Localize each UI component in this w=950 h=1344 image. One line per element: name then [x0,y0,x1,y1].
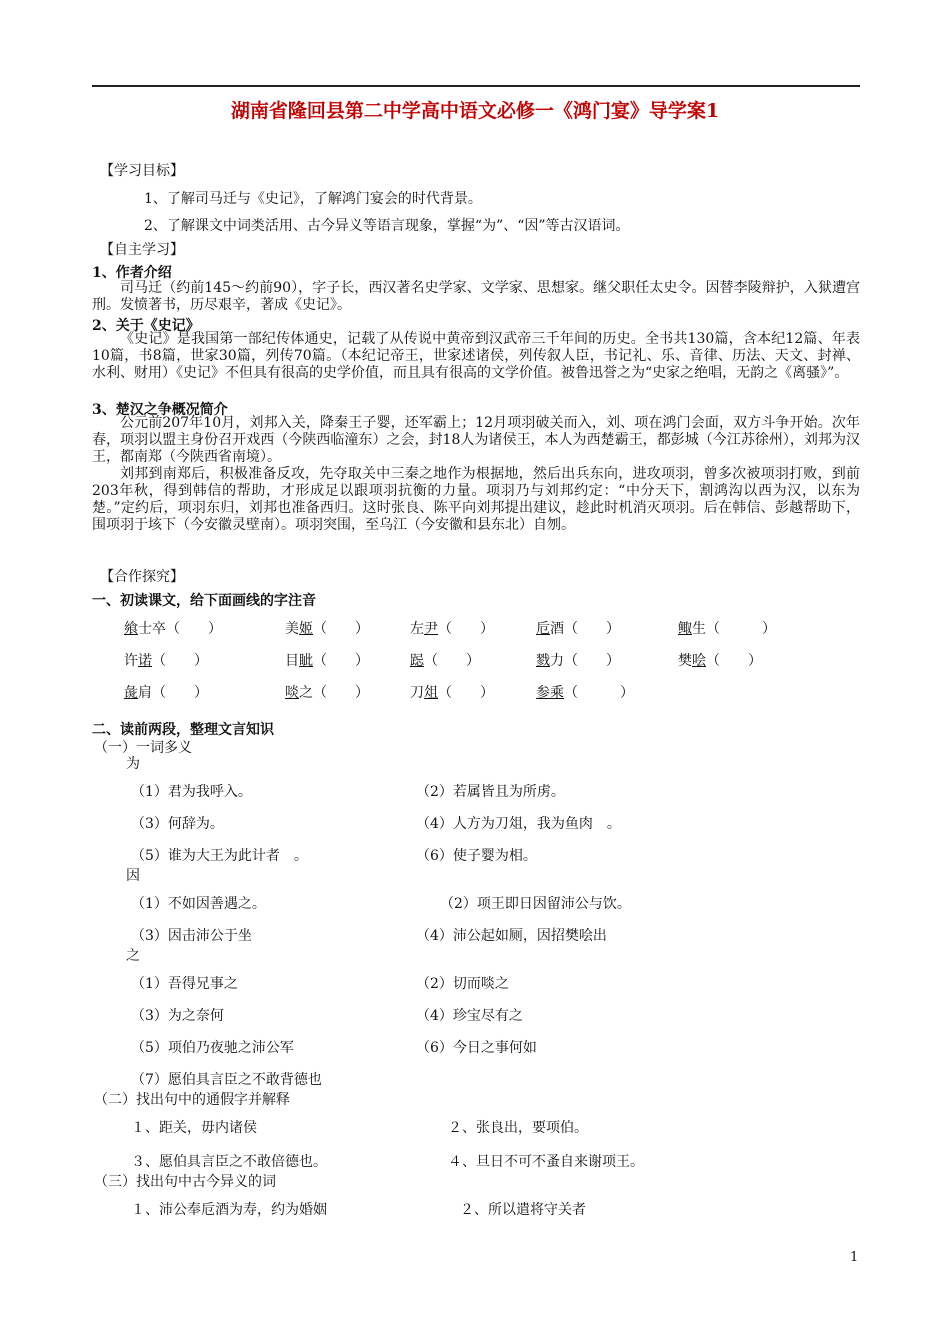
tongjia-item: ２、张良出，要项伯。 [448,1120,588,1136]
subsection-heading: （二）找出句中的通假字并解释 [94,1092,290,1108]
zhi-item: （3）为之奈何 [131,1008,224,1024]
pinyin-item: 许诺（ ） [124,653,208,669]
wei-item: （1）君为我呼入。 [131,784,252,800]
pinyin-item: 左尹（ ） [410,621,494,637]
yin-item: （1）不如因善遇之。 [131,896,266,912]
page-title: 湖南省隆回县第二中学高中语文必修一《鸿门宴》导学案1 [230,100,720,122]
subsection-heading: （三）找出句中古今异义的词 [94,1174,276,1190]
wei-item: （3）何辞为。 [131,816,224,832]
tongjia-item: ３、愿伯具言臣之不敢倍德也。 [131,1154,327,1170]
objective-item: 2、了解课文中词类活用、古今异义等语言现象，掌握“为”、“因”等古汉语词。 [144,218,630,234]
pinyin-item: 飨士卒（ ） [124,621,222,637]
word-label-wei: 为 [126,756,140,772]
section-3-heading: 3、楚汉之争概况简介 [92,402,228,418]
pinyin-item: 鲰生（ ） [678,621,776,637]
word-label-yin: 因 [126,868,140,884]
header-rule [92,85,860,87]
part2-heading: 二、读前两段，整理文言知识 [92,722,274,738]
pinyin-item: 卮酒（ ） [536,621,620,637]
section-2-heading: 2、关于《史记》 [92,318,200,334]
objective-item: 1、了解司马迁与《史记》，了解鸿门宴会的时代背景。 [144,191,482,207]
pinyin-item: 目眦（ ） [285,653,369,669]
pinyin-item: 彘肩（ ） [124,685,208,701]
zhi-item: （4）珍宝尽有之 [416,1008,523,1024]
pinyin-item: 啖之（ ） [285,685,369,701]
author-intro: 司马迁（约前145～约前90），字子长，西汉著名史学家、文学家、思想家。继父职任太史令。因替李陵辩护，入狱遭宫刑。发愤著书，历尽艰辛，著成《史记》。 [92,280,860,313]
wei-item: （4）人方为刀俎，我为鱼肉 。 [416,816,621,832]
wei-item: （5）谁为大王为此计者 。 [131,848,308,864]
yin-item: （2）项王即日因留沛公与饮。 [440,896,631,912]
objectives-heading: 【学习目标】 [100,163,184,179]
pinyin-item: 樊哙（ ） [678,653,762,669]
tongjia-item: ４、旦日不可不蚤自来谢项王。 [448,1154,644,1170]
self-study-heading: 【自主学习】 [100,242,184,258]
pinyin-item: 参乘（ ） [536,685,634,701]
pinyin-item: 跽（ ） [410,653,480,669]
yin-item: （3）因击沛公于坐 [131,928,252,944]
subsection-heading: （一）一词多义 [94,740,192,756]
cooperate-heading: 【合作探究】 [100,569,184,585]
shiji-intro: 《史记》是我国第一部纪传体通史，记载了从传说中黄帝到汉武帝三千年间的历史。全书共130篇，含本纪12篇、年表10篇，书8篇，世家30篇，列传70篇。（本纪记帝王，世家述诸侯，列传叙人臣，书记礼、乐、音律、历法、天文、封禅、水利、财用）《史记》不但具有很高的史学价值，而且具有很高的文学价值。被鲁迅誉之为“史家之绝唱，无韵之《离骚》”。 [92,331,860,381]
zhi-item: （2）切而啖之 [416,976,509,992]
pinyin-item: 刀俎（ ） [410,685,494,701]
wei-item: （6）使子婴为相。 [416,848,537,864]
pinyin-item: 美姬（ ） [285,621,369,637]
gujin-item: １、沛公奉卮酒为寿，约为婚姻 [131,1202,327,1218]
gujin-item: ２、所以遣将守关者 [460,1202,586,1218]
part1-heading: 一、初读课文，给下面画线的字注音 [92,593,316,609]
chuhan-paragraph-2: 刘邦到南郑后，积极准备反攻，先夺取关中三秦之地作为根据地，然后出兵东向，进攻项羽，曾多次被项羽打败，到前203年秋，得到韩信的帮助，才形成足以跟项羽抗衡的力量。项羽乃与刘邦约定：“中分天下，割鸿沟以西为汉，以东为楚。”定约后，项羽东归，刘邦也准备西归。这时张良、陈平向刘邦提出建议，趁此时机消灭项羽。后在韩信、彭越帮助下，围项羽于垓下（今安徽灵壁南）。项羽突围，至乌江（今安徽和县东北）自刎。 [92,466,860,533]
wei-item: （2）若属皆且为所虏。 [416,784,565,800]
yin-item: （4）沛公起如厕，因招樊哙出 [416,928,607,944]
zhi-item: （7）愿伯具言臣之不敢背德也 [131,1072,322,1088]
pinyin-item: 戮力（ ） [536,653,620,669]
zhi-item: （1）吾得兄事之 [131,976,238,992]
tongjia-item: １、距关，毋内诸侯 [131,1120,257,1136]
chuhan-paragraph-1: 公元前207年10月，刘邦入关，降秦王子婴，还军霸上；12月项羽破关而入，刘、项在鸿门会面，双方斗争开始。次年春，项羽以盟主身份召开戏西（今陕西临潼东）之会，封18人为诸侯王，本人为西楚霸王，都彭城（今江苏徐州），刘邦为汉王，都南郑（今陕西省南境）。 [92,415,860,465]
word-label-zhi: 之 [126,948,140,964]
zhi-item: （5）项伯乃夜驰之沛公军 [131,1040,294,1056]
section-1-heading: 1、作者介绍 [92,265,172,281]
zhi-item: （6）今日之事何如 [416,1040,537,1056]
page-number: 1 [850,1250,859,1265]
